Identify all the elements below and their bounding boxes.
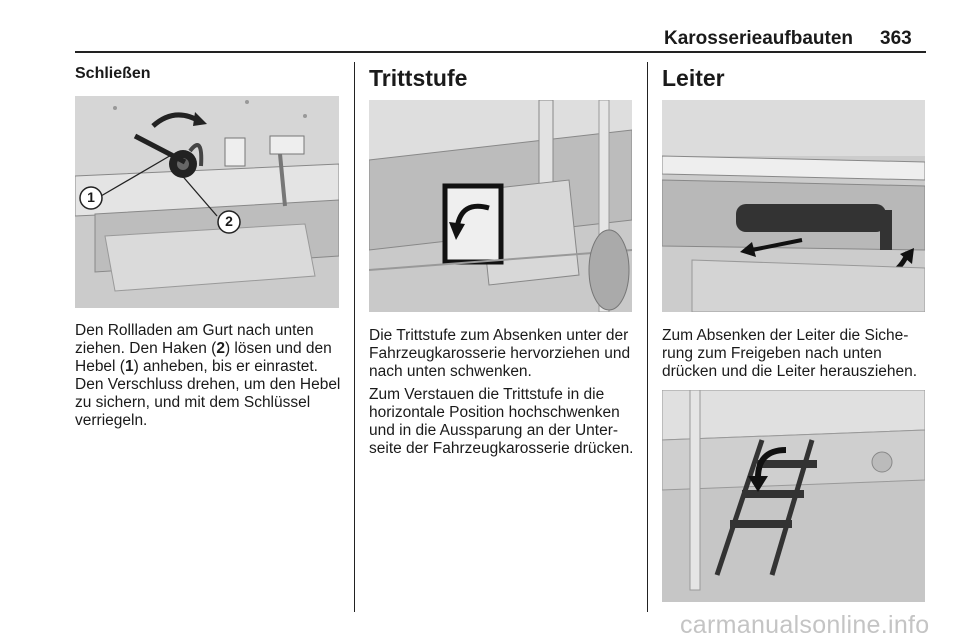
ref-number: 2 xyxy=(216,340,225,357)
illustration-step xyxy=(369,100,632,312)
ref-number: 1 xyxy=(124,358,134,375)
section-heading-trittstufe: Trittstufe xyxy=(369,65,468,91)
callout-label-2: 2 xyxy=(225,213,233,229)
figure-ladder-release xyxy=(662,100,925,312)
illustration-ladder-lowered xyxy=(662,390,925,602)
watermark: carmanualsonline.info xyxy=(680,611,930,639)
section-heading-schliessen: Schließen xyxy=(75,65,151,82)
paragraph-step-stow: Zum Verstauen die Trittstufe in die horizontale Position hochschwenken und in die Aussparung an der Unter- seite der Fahrzeugkarosserie drücken. xyxy=(369,386,634,457)
paragraph-ladder: Zum Absenken der Leiter die Siche- rung zum Freigeben nach unten drücken und die Leiter herausziehen. xyxy=(662,327,918,380)
text-segment: ) lösen und den Hebel ( xyxy=(75,340,332,375)
header-rule xyxy=(75,51,926,53)
paragraph-closing xyxy=(75,322,343,430)
paragraph-step-lower: Die Trittstufe zum Absenken unter der Fahrzeugkarosserie hervorziehen und nach unten schwenken. xyxy=(369,327,631,380)
text-segment: ) anheben, bis er einrastet. Den Verschluss drehen, um den Hebel zu sichern, und mit dem Schlüssel verriegeln. xyxy=(75,358,341,429)
section-heading-leiter: Leiter xyxy=(662,65,725,91)
illustration-lock-mechanism xyxy=(75,96,339,308)
illustration-ladder-release xyxy=(662,100,925,312)
column-divider-2 xyxy=(647,62,648,612)
callout-label-1: 1 xyxy=(87,189,95,205)
column-divider-1 xyxy=(354,62,355,612)
text-segment: Den Rollladen am Gurt nach unten ziehen. Den Haken ( xyxy=(75,322,314,357)
running-header-title: Karosserieaufbauten xyxy=(664,28,854,49)
figure-step xyxy=(369,100,632,312)
figure-closing-lock xyxy=(75,96,339,308)
page-number: 363 xyxy=(880,28,912,49)
figure-ladder-lowered xyxy=(662,390,925,602)
